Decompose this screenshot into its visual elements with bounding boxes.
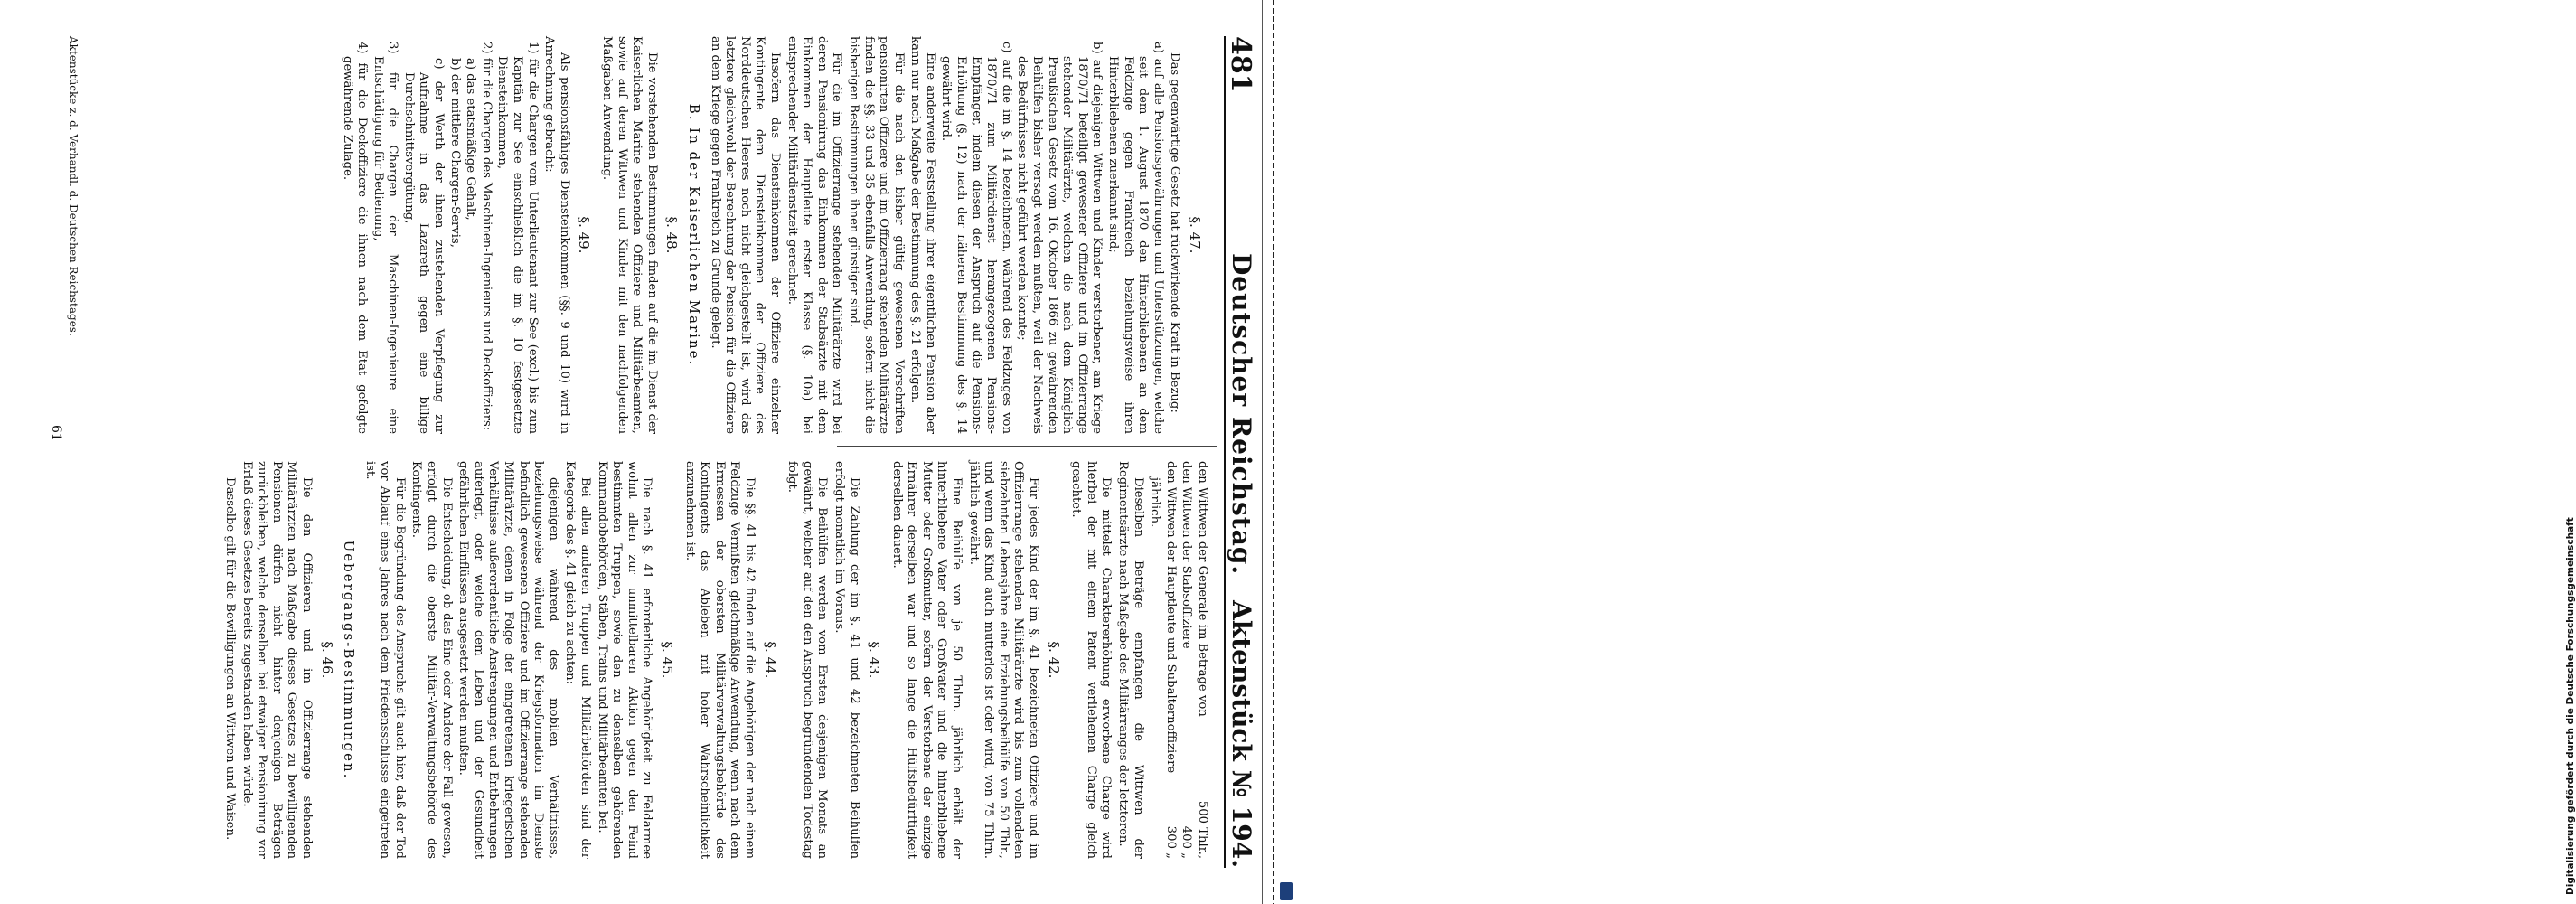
paragraph: Für die Begründung des Anspruchs gilt auch hier, daß der Tod vor Ablauf eines Jahres nach dem Friedensschlusse eingetreten ist. [362, 461, 407, 859]
paragraph: Dasselbe gilt für die Bewilligungen an Wittwen und Waisen. [222, 477, 237, 841]
section-47-head: §. 47. [1187, 216, 1203, 254]
rotated-sheet [14, 0, 1280, 904]
dfg-logo-icon [1280, 882, 1293, 900]
paragraph: Als pensionsfähiges Diensteinkommen (§§. 9 und 10) wird in Anrechnung gebracht: [542, 36, 571, 434]
list-subitem: b) der mittlere Chargen-Servis, [447, 58, 462, 248]
list-item: 3) für die Chargen der Maschinen-Ingenieure eine Entschädigung für Bedienung, [371, 42, 400, 434]
list-item: 2) für die Chargen des Maschinen-Ingenieurs und Deckoffiziers: [479, 42, 494, 431]
list-item: 4) für die Deckoffiziere die ihnen nach dem Etat gefolgte gewährende Zulage. [340, 42, 370, 434]
header-piece: Aktenstück № 194. [1227, 600, 1256, 868]
paragraph: Eine anderweite Feststellung ihrer eigentlichen Pension aber kann nur nach Maßgabe der Bestimmung des §. 21 erfolgen. [908, 36, 937, 434]
widow-amount-value: 300 „ [1163, 825, 1178, 859]
list-item: c) auf die im §. 14 bezeichneten, während des Feldzuges von 1870/71 zum Militärdienst herangezogenen Pensions-Empfänger, indem diesen der Anspruch auf die Pensions-Erhöhung (§. 12) nach der näheren Bestimmung des §. 14 gewährt wird. [939, 42, 1013, 434]
section-45-head: §. 45. [659, 641, 675, 679]
footer-page-foot: 61 [49, 425, 63, 441]
paragraph: Die den Offizieren und im Offizierrange stehenden Militärärzten nach Maßgabe dieses Gesetzes zu bewilligenden Pensionen dürfen nicht hinter denjenigen Beträgen zurückbleiben, welche denselben bei etwaiger Pensionirung vor Erlaß dieses Gesetzes bereits zugestanden haben würde. [240, 461, 314, 859]
paragraph: Insofern das Diensteinkommen der Offiziere einzelner Kontingente dem Diensteinkommen der Offiziere des Norddeutschen Heeres noch nicht gleichgestellt ist, wird das letztere gleichwohl der Berechnung der Pension für die Offiziere an dem Kriege gegen Frankreich zu Grunde gelegt. [708, 36, 782, 434]
paragraph: Die Zahlung der im §. 41 und 42 bezeichneten Beihülfen erfolgt monatlich im Voraus. [832, 461, 861, 859]
list-item: 1) für die Chargen vom Unterlieutenant zur See (excl.) bis zum Kapitän zur See einschließlich die im §. 10 festgesetzte Diensteinkommen, [495, 42, 540, 434]
widow-amount-label: den Wittwen der Generale im Betrage von [1196, 461, 1209, 717]
sub-heading-marine: B. In der Kaiserlichen Marine. [686, 103, 702, 367]
list-item: b) auf diejenigen Wittwen und Kinder verstorbener, am Kriege 1870/71 beteiligt gewesener Offiziere und im Offizierrange stehender Militärärzte, welchen die nach dem Königlich Preußischen Gesetz vom 16. Oktober 1866 zu gewährenden Beihülfen bisher versagt werden mußten, weil der Nachweis des Bedürfnisses nicht geführt werden konnte; [1015, 42, 1105, 434]
paragraph: Die nach §. 41 erforderliche Angehörigkeit zu Feldarmee wohnt allen zur unmittelbaren Aktion gegen den Feind bestimmten Truppen, sowie den zu denselben gehörenden Kommandobehörden, Stäben, Trains und Militärbeamten bei. [595, 461, 654, 859]
paragraph: Die vorstehenden Bestimmungen finden auf die im Dienst der Kaiserlichen Marine stehenden Offiziere und Militärbeamten, sowie auf deren Wittwen und Kinder mit den nachfolgenden Maßgaben Anwendung. [600, 36, 659, 434]
paragraph: Die §§. 41 bis 42 finden auf die Angehörigen der nach einem Feldzuge Vermißten gleichmäßige Anwendung, wenn nach dem Ermessen der obersten Militärverwaltungsbehörde des Kontingents das Ableben mit hoher Wahrscheinlichkeit anzunehmen ist. [682, 461, 757, 859]
paragraph: Dieselben Beträge empfangen die Wittwen der Regimentsärzte nach Maßgabe des Militärranges der letzteren. [1116, 461, 1145, 859]
list-item: a) auf alle Pensionsgewährungen und Unterstützungen, welche seit dem 1. August 1870 den Hinterbliebenen an dem Feldzuge gegen Frankreich beziehungsweise ihren Hinterbliebenen zuerkannt sind; [1106, 42, 1165, 434]
widow-amount-label: den Wittwen der Stabsoffiziere [1180, 461, 1194, 649]
widow-amount-row [1162, 461, 1178, 859]
paragraph: Die Entscheidung, ob das Eine oder Andere der Fall gewesen, erfolgt durch die oberste Militär-Verwaltungsbehörde des Kontingents. [409, 461, 454, 859]
paragraph: Für die nach den bisher gültig gewesenen Vorschriften pensionirten Offiziere und im Offizierrang stehenden Militärärzte finden die §§. 33 und 35 ebenfalls Anwendung, sofern nicht die bisherigen Bestimmungen ihnen günstiger sind. [846, 36, 906, 434]
digitization-note [1278, 0, 2576, 904]
paragraph: diejenigen während des mobilen Verhältnisses, beziehungsweise während der Kriegsformation im Dienste befindlich gewesenen Offiziere und im Offizierrange stehenden Militärärzte, denen in Folge der eingetretenen kriegerischen Verhältnisse außerordentliche Anstrengungen und Entbehrungen auferlegt, oder welche dem Leben und der Gesundheit gefährlichen Einflüssen ausgesetzt werden mußten. [456, 461, 560, 859]
section-49-head: §. 49. [576, 216, 593, 254]
widow-amount-value: 500 Thlr., [1196, 800, 1209, 859]
column-left [338, 36, 1209, 434]
section-43-head: §. 43. [866, 641, 883, 679]
paragraph: Eine Beihülfe von je 50 Thlrn. jährlich erhält der hinterbliebene Vater oder Großvater und die hinterbliebene Mutter oder Großmutter, sofern der Verstorbene der einzige Ernährer derselben war und so lange die Hülfsbedürftigkeit derselben dauert. [889, 461, 964, 859]
paragraph: Die Beihülfen werden vom Ersten desjenigen Monats an gewährt, welcher auf den den Anspruch begründenden Todestag folgt. [785, 461, 830, 859]
widow-amount-row [1179, 461, 1194, 859]
section-42-head: §. 42. [1045, 641, 1062, 679]
page-number: 481 [1225, 36, 1256, 93]
list-subitem: a) das etatsmäßige Gehalt, [464, 58, 478, 221]
widow-amount-value: 400 „ [1180, 825, 1194, 859]
widow-amount-row [1194, 461, 1209, 859]
paragraph: Bei allen anderen Truppen und Militärbehörden sind der Kategorie des §. 41 gleich zu achten: [563, 461, 593, 859]
widow-amount-label: den Wittwen der Hauptleute und Subalternoffiziere [1163, 461, 1178, 774]
sub-heading-transition: Uebergangs-Bestimmungen. [341, 540, 358, 780]
section-48-head: §. 48. [663, 216, 681, 254]
column-right [220, 461, 1209, 859]
list-subitem: c) der Werth der ihnen zustehenden Verpflegung zur Aufnahme in das Lazareth gegen eine billige Durchschnittsvergütung, [401, 58, 447, 434]
paragraph: jährlich. [1148, 477, 1162, 528]
page-header [1224, 36, 1262, 868]
section-47-intro: Das gegenwärtige Gesetz hat rückwirkende Kraft in Bezug: [1168, 52, 1182, 413]
footer-signature: Aktenstücke z. d. Verhandl. d. Deutschen Reichstages. [67, 36, 80, 336]
column-divider [837, 446, 1217, 447]
section-44-head: §. 44. [761, 641, 778, 679]
digitization-text: Digitalisierung gefördert durch die Deutsche Forschungsgemeinschaft [2565, 517, 2576, 895]
section-46-head: §. 46. [318, 641, 335, 679]
paragraph: Für jedes Kind der im §. 41 bezeichneten Offiziere und im Offizierrange stehenden Militärärzte wird bis zum vollendeten siebzehnten Lebensjahre eine Erziehungsbeihülfe von 50 Thlr., und wenn das Kind auch mutterlos ist oder wird, von 75 Thlrn. jährlich gewährt. [966, 461, 1041, 859]
header-title: Deutscher Reichstag. [1227, 253, 1256, 576]
paragraph: Die mittelst Charaktererhöhung erworbene Charge wird hierbei der mit einem Patent verliehenen Charge gleich geachtet. [1069, 461, 1114, 859]
paragraph: Für die im Offizierrange stehenden Militärärzte wird bei deren Pensionirung das Einkommen der Stabsärzte mit dem Einkommen der Hauptleute erster Klasse (§. 10a) bei entsprechender Militärdienstzeit gerechnet. [785, 36, 844, 434]
